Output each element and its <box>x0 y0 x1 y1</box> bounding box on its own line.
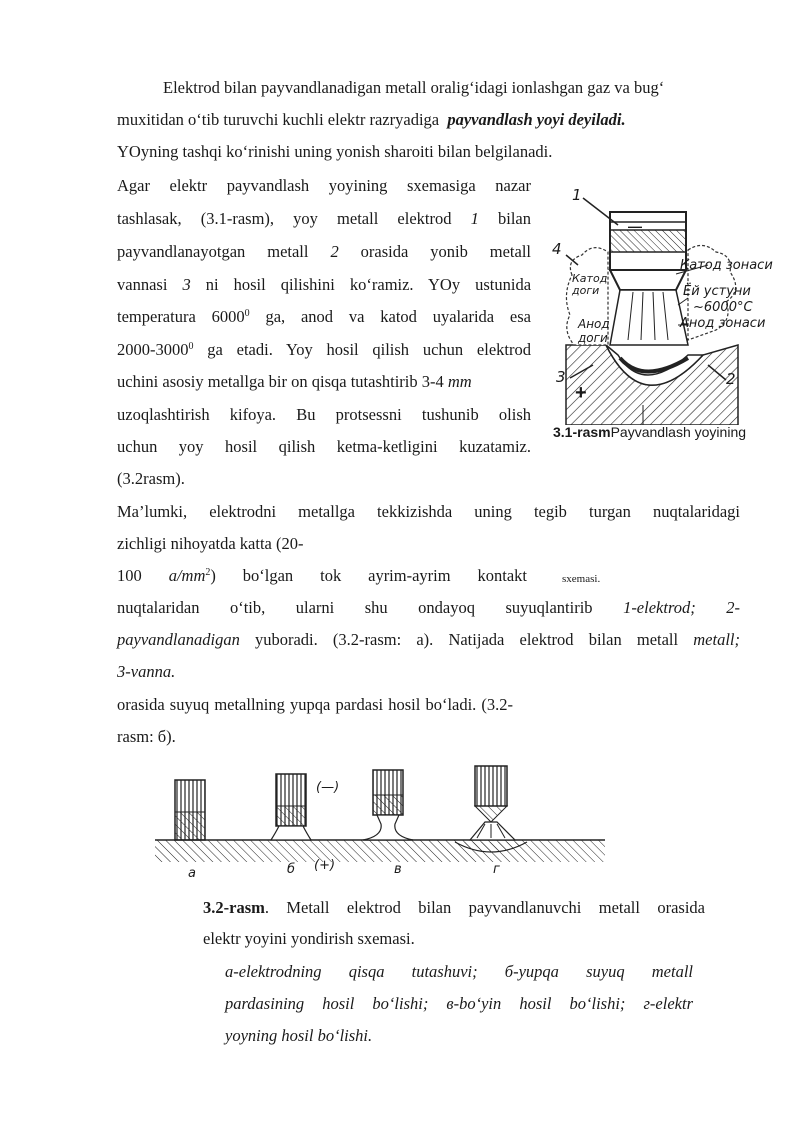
fig31-katod-dogi-1: Катод <box>572 272 608 285</box>
fig31-minus-sign: — <box>628 218 642 234</box>
para3-side-note: sxemasi. <box>562 573 601 585</box>
para3-line4 <box>117 598 740 618</box>
fig32-label-plus: (+) <box>314 858 336 873</box>
para3-line3-b: ) bo‘lgan tok ayrim-ayrim kontakt <box>210 566 528 585</box>
para3-line8: rasm: б). <box>117 727 176 746</box>
para3-line4-a: nuqtalaridan o‘tib, ularni shu ondayoq suyuqlantirib <box>117 598 593 617</box>
para2-line5-a: temperatura 6000 <box>117 307 245 326</box>
para1-line2-text: muxitidan o‘tib turuvchi kuchli elektr razryadiga <box>117 110 440 129</box>
figure-3-2-arc-ignition-diagram <box>155 762 605 887</box>
para2-line7 <box>117 372 472 392</box>
para3-line7: orasida suyuq metallning yupqa pardasi hosil bo‘ladi. (3.2- <box>117 695 514 714</box>
para2-line4-num: 3 <box>182 275 191 294</box>
fig31-katod-zonasi: Катод зонаси <box>680 258 773 273</box>
para2-line4 <box>117 275 531 295</box>
para2-line5-sup: 0 <box>244 308 250 319</box>
fig31-caption-num: 3.1-rasm <box>553 424 611 440</box>
para2-line6-sup: 0 <box>188 341 194 352</box>
fig31-katod-dogi-2: доги <box>572 284 600 297</box>
para2-line6-b: ga etadi. Yoy hosil qilish uchun elektrod <box>207 340 531 359</box>
para3-line3-sup: 2 <box>205 567 211 578</box>
fig32-legend-line1: a-elektrodning qisqa tutashuvi; б-yupqa suyuq metall <box>225 962 693 981</box>
fig31-label-3: 3 <box>556 368 566 386</box>
fig32-label-v: в <box>394 862 402 877</box>
fig31-yoy-ustuni-2: ~6000°С <box>693 300 753 315</box>
para2-line2-a: tashlasak, (3.1-rasm), yoy metall elektrod <box>117 209 452 228</box>
para2-line9: uchun yoy hosil qilish ketma-ketligini kuzatamiz. <box>117 437 531 456</box>
para2-line3-num: 2 <box>330 242 339 261</box>
fig32-label-b: б <box>287 862 296 877</box>
para1-line1: Elektrod bilan payvandlanadigan metall oralig‘idagi ionlashgan gaz va bug‘ <box>163 78 665 97</box>
fig31-label-4: 4 <box>552 240 562 258</box>
para3-line4-b: 1-elektrod; 2- <box>623 598 740 617</box>
para3-line5-b: yuboradi. (3.2-rasm: a). Natijada elektrod bilan metall <box>254 630 679 649</box>
fig31-anod-zonasi: Анод зонаси <box>680 316 766 331</box>
fig31-caption-text: Payvandlash yoyining <box>610 424 747 440</box>
para3-line3 <box>117 566 527 586</box>
para3-line5-a: payvandlanadigan <box>117 630 240 649</box>
para2-line5-b: ga, anod va katod uyalarida esa <box>265 307 531 326</box>
para2-line4-b: ni hosil qilishini ko‘ramiz. YOy ustunida <box>205 275 532 294</box>
para2-line3-b: orasida yonib metall <box>360 242 532 261</box>
para3-line3-a: 100 <box>117 566 142 585</box>
para2-line2-b: bilan <box>498 209 532 228</box>
fig32-label-minus: (—) <box>316 780 340 795</box>
para3-line2: zichligi nihoyatda katta (20- <box>117 534 304 553</box>
para2-line5 <box>117 307 531 327</box>
para3-line5-c: metall; <box>693 630 740 649</box>
para2-line2 <box>117 209 531 229</box>
para2-line3 <box>117 242 531 262</box>
para2-line8: uzoqlashtirish kifoya. Bu protsessni tushunib olish <box>117 405 531 424</box>
para2-line7-a: uchini asosiy metallga bir on qisqa tutashtirib 3-4 <box>117 372 444 391</box>
fig31-anod-dogi-1: Анод <box>578 317 610 331</box>
para2-line1: Agar elektr payvandlash yoyining sxemasiga nazar <box>117 176 531 195</box>
fig32-caption-line1 <box>203 898 705 918</box>
fig32-caption-text: . Metall elektrod bilan payvandlanuvchi metall orasida <box>264 898 705 917</box>
fig31-caption <box>553 424 746 440</box>
para3-line3-unit: a/mm <box>168 566 206 585</box>
fig31-label-1: 1 <box>572 186 582 204</box>
para2-line7-unit: mm <box>447 372 472 391</box>
para3-line5 <box>117 630 740 650</box>
fig31-plus-sign: + <box>575 382 587 404</box>
para2-line6 <box>117 340 531 360</box>
para1-line2 <box>117 110 626 130</box>
fig32-caption-line2: elektr yoyini yondirish sxemasi. <box>203 929 415 948</box>
fig32-legend-line3: yoyning hosil bo‘lishi. <box>225 1026 373 1045</box>
para3-line1: Ma’lumki, elektrodni metallga tekkizishda uning tegib turgan nuqtalaridagi <box>117 502 740 521</box>
fig32-caption-num: 3.2-rasm <box>203 898 265 917</box>
fig31-anod-dogi-2: доги <box>578 331 608 345</box>
para2-line4-a: vannasi <box>117 275 168 294</box>
para1-term: payvandlash yoyi deyiladi. <box>447 110 626 129</box>
para2-line3-a: payvandlanayotgan metall <box>117 242 309 261</box>
fig32-label-a: а <box>188 866 196 881</box>
fig32-legend-line2: pardasining hosil bo‘lishi; в-bo‘yin hosil bo‘lishi; г-elektr <box>225 994 693 1013</box>
para2-line6-a: 2000-3000 <box>117 340 189 359</box>
para2-line2-num: 1 <box>470 209 479 228</box>
fig32-label-g: г <box>493 862 500 877</box>
para1-line3: YOyning tashqi ko‘rinishi uning yonish sharoiti bilan belgilanadi. <box>117 142 553 161</box>
fig31-yoy-ustuni-1: Ёй устуни <box>683 284 751 299</box>
para2-line10: (3.2rasm). <box>117 469 185 488</box>
fig31-label-2: 2 <box>726 370 736 388</box>
para3-line6: 3-vanna. <box>117 662 176 681</box>
